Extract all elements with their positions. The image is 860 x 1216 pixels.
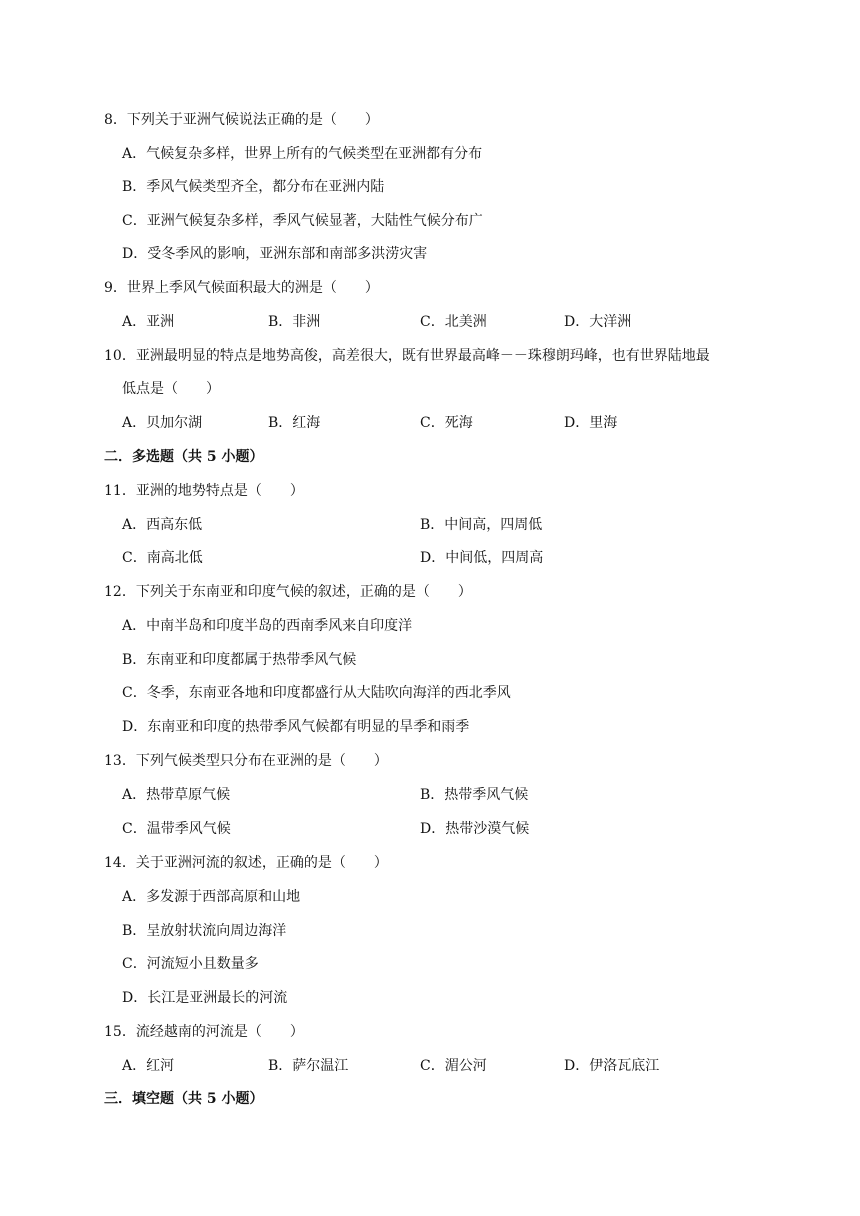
question-9-option-b: B．非洲: [268, 314, 321, 330]
question-14-option-d: D．长江是亚洲最长的河流: [122, 990, 288, 1006]
question-13-option-d: D．热带沙漠气候: [420, 821, 530, 837]
question-15-option-b: B．萨尔温江: [268, 1058, 349, 1074]
question-13-option-a: A．热带草原气候: [122, 787, 231, 803]
question-14-stem: 14．关于亚洲河流的叙述，正确的是（ ）: [104, 855, 388, 871]
question-15-option-d: D．伊洛瓦底江: [564, 1058, 660, 1074]
question-11-option-a: A．西高东低: [122, 517, 203, 533]
section-heading-multiple-choice: 二．多选题（共 5 小题）: [104, 449, 264, 465]
question-10-option-c: C．死海: [420, 415, 473, 431]
question-15-stem: 15．流经越南的河流是（ ）: [104, 1024, 304, 1040]
question-13-stem: 13．下列气候类型只分布在亚洲的是（ ）: [104, 753, 388, 769]
question-10-option-d: D．里海: [564, 415, 618, 431]
section-heading-fill-in-blank: 三．填空题（共 5 小题）: [104, 1091, 264, 1107]
question-13-option-b: B．热带季风气候: [420, 787, 529, 803]
question-10-stem-line-1: 10．亚洲最明显的特点是地势高俊，高差很大，既有世界最高峰－－珠穆朗玛峰，也有世界陆地最: [104, 348, 710, 364]
question-11-option-c: C．南高北低: [122, 550, 203, 566]
question-8-stem: 8．下列关于亚洲气候说法正确的是（ ）: [104, 112, 379, 128]
question-12-stem: 12．下列关于东南亚和印度气候的叙述，正确的是（ ）: [104, 584, 472, 600]
question-9-option-d: D．大洋洲: [564, 314, 632, 330]
question-14-option-a: A．多发源于西部高原和山地: [122, 889, 301, 905]
question-11-option-b: B．中间高，四周低: [420, 517, 543, 533]
question-8-option-b: B．季风气候类型齐全，都分布在亚洲内陆: [122, 179, 385, 195]
question-8-option-a: A．气候复杂多样，世界上所有的气候类型在亚洲都有分布: [122, 146, 483, 162]
question-12-option-a: A．中南半岛和印度半岛的西南季风来自印度洋: [122, 618, 413, 634]
question-13-option-c: C．温带季风气候: [122, 821, 231, 837]
question-14-option-b: B．呈放射状流向周边海洋: [122, 923, 287, 939]
question-15-option-c: C．湄公河: [420, 1058, 487, 1074]
question-10-option-b: B．红海: [268, 415, 321, 431]
question-9-option-a: A．亚洲: [122, 314, 175, 330]
question-10-option-a: A．贝加尔湖: [122, 415, 203, 431]
question-10-stem-line-2: 低点是（ ）: [122, 381, 220, 397]
question-8-option-c: C．亚洲气候复杂多样，季风气候显著，大陆性气候分布广: [122, 213, 483, 229]
question-14-option-c: C．河流短小且数量多: [122, 956, 259, 972]
question-9-stem: 9．世界上季风气候面积最大的洲是（ ）: [104, 280, 379, 296]
question-12-option-d: D．东南亚和印度的热带季风气候都有明显的旱季和雨季: [122, 719, 470, 735]
question-15-option-a: A．红河: [122, 1058, 175, 1074]
question-12-option-c: C．冬季，东南亚各地和印度都盛行从大陆吹向海洋的西北季风: [122, 685, 511, 701]
question-11-option-d: D．中间低，四周高: [420, 550, 544, 566]
question-8-option-d: D．受冬季风的影响，亚洲东部和南部多洪涝灾害: [122, 246, 428, 262]
question-12-option-b: B．东南亚和印度都属于热带季风气候: [122, 652, 357, 668]
question-11-stem: 11．亚洲的地势特点是（ ）: [104, 483, 304, 499]
question-9-option-c: C．北美洲: [420, 314, 487, 330]
